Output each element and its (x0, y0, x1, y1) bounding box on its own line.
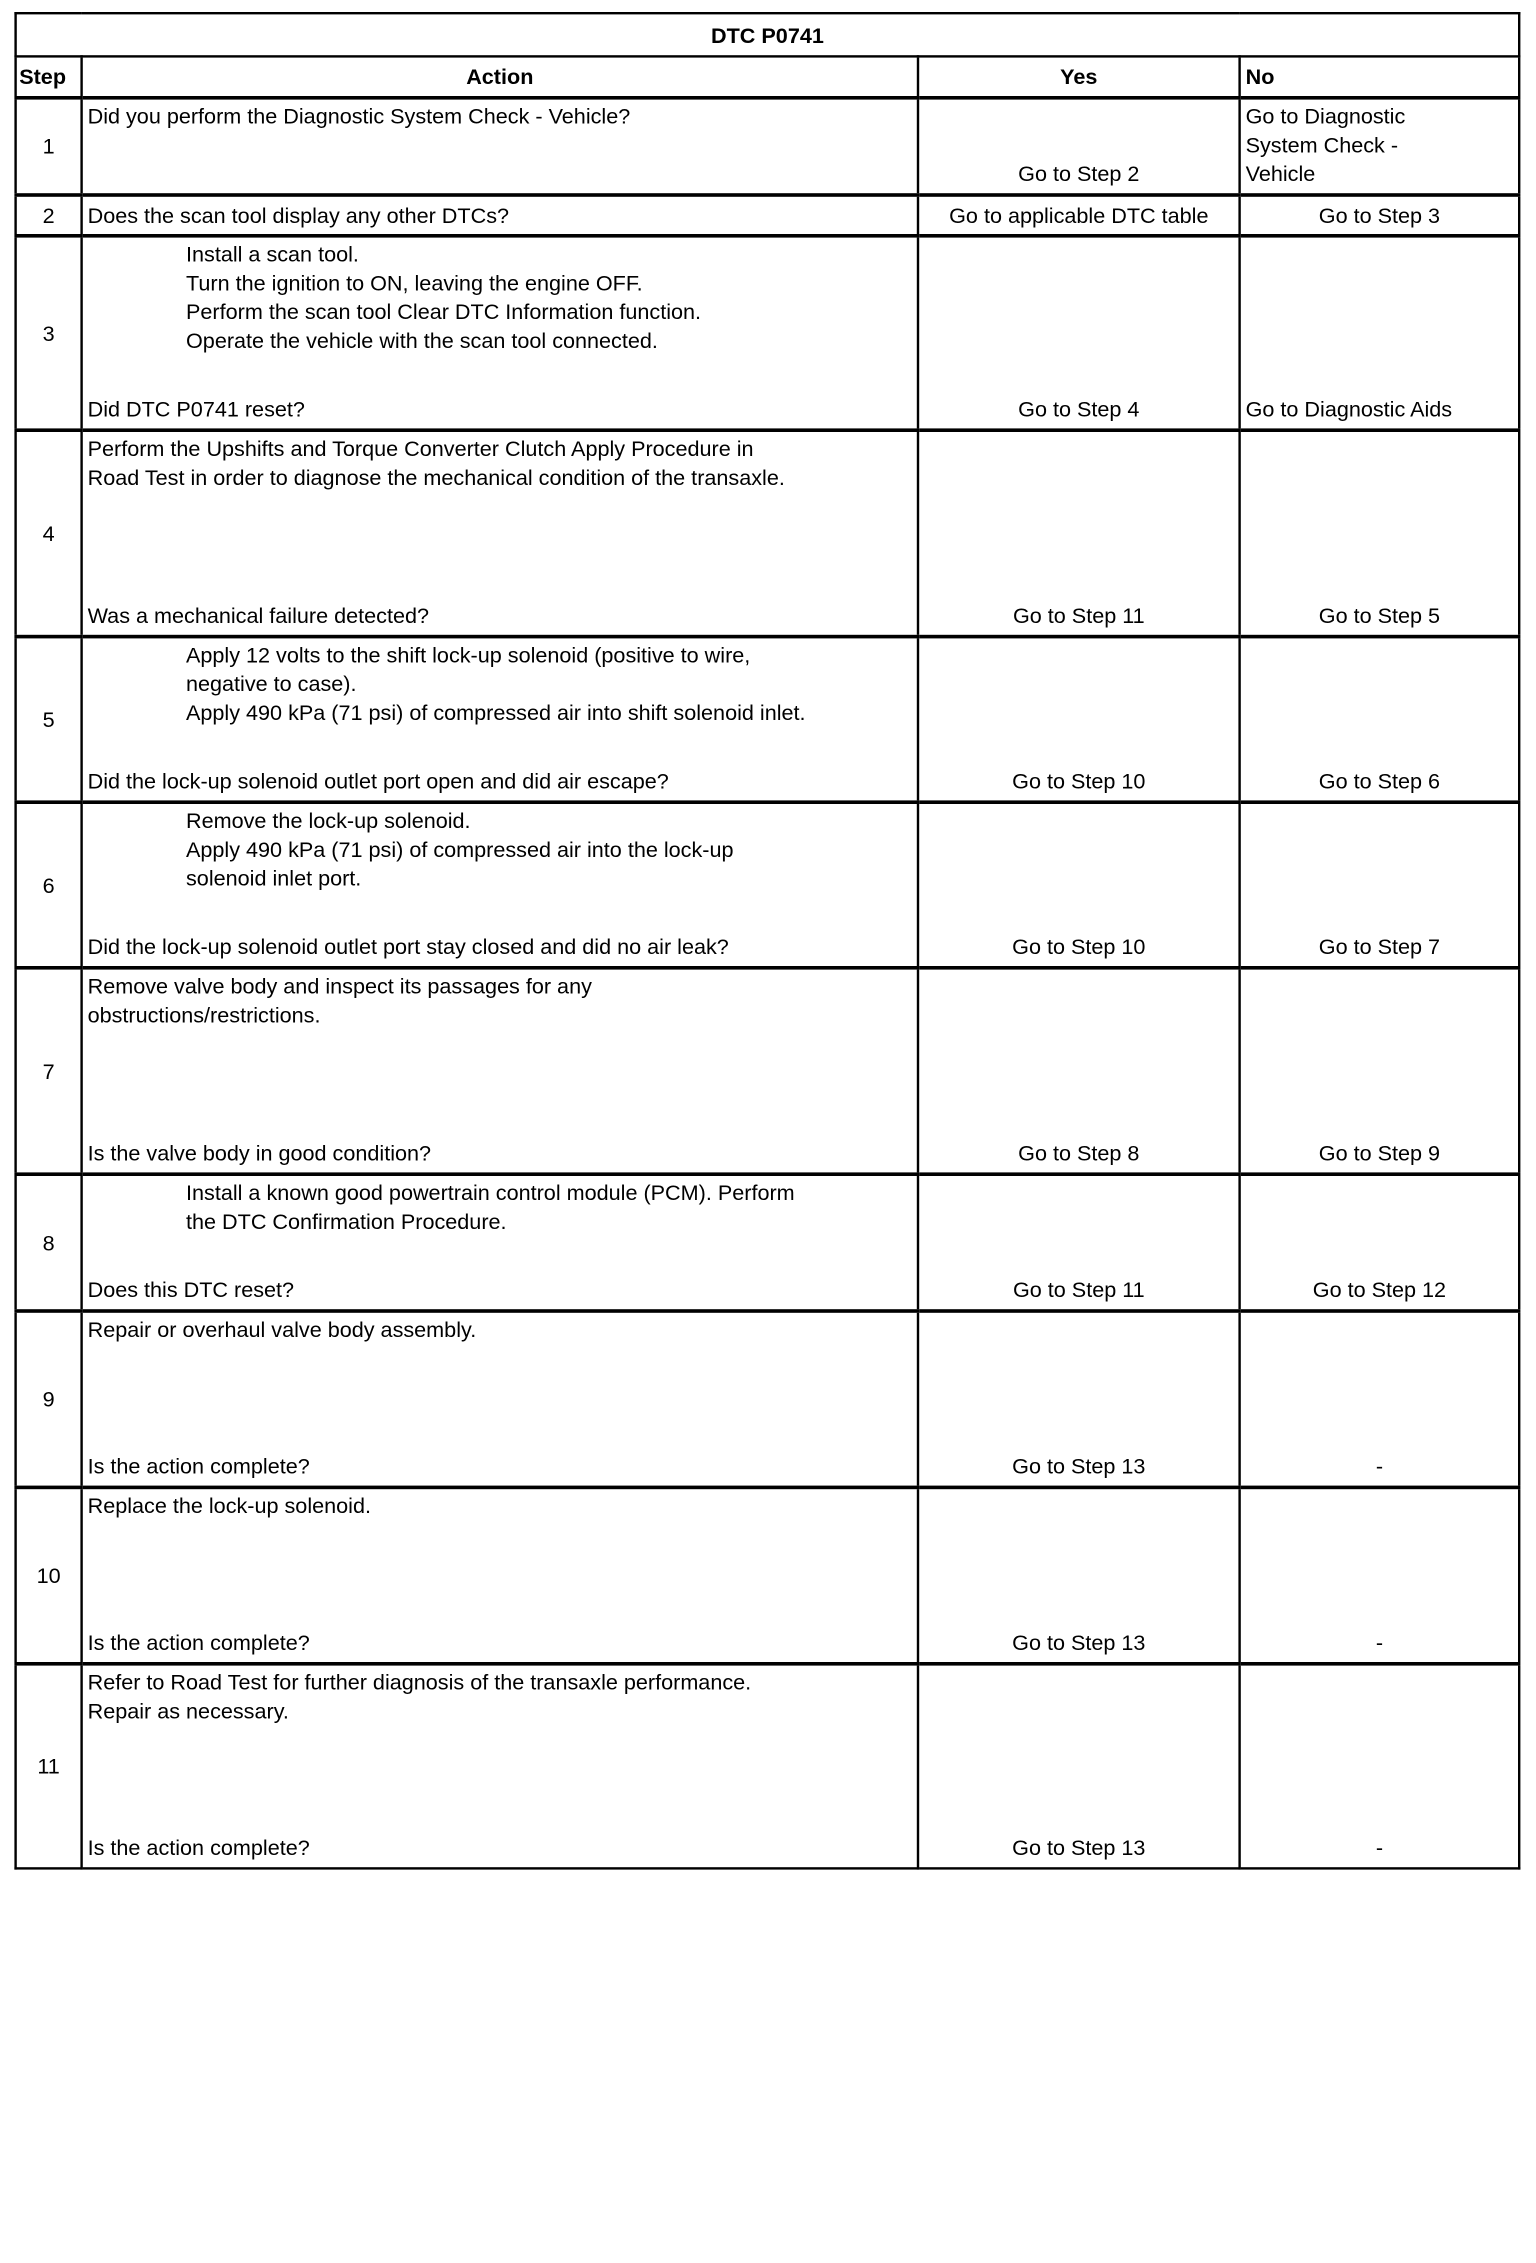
instruction-text: Perform the Upshifts and Torque Converter Clutch Apply Procedure in Road Test in order to diagnose the mechanical condition of the transaxle. (87, 436, 785, 490)
no-cell: - (1240, 1487, 1520, 1663)
instruction-line: Apply 490 kPa (71 psi) of compressed air into the lock-up solenoid inlet port. (186, 837, 734, 891)
question-text: Is the action complete? (87, 1630, 310, 1655)
instruction-text: Refer to Road Test for further diagnosis of the transaxle performance. Repair as necessary. (87, 1670, 752, 1724)
action-cell (82, 802, 918, 968)
instruction-line: Install a scan tool. (186, 242, 359, 267)
yes-cell: Go to Step 2 (918, 98, 1240, 195)
instruction-line: Turn the ignition to ON, leaving the engine OFF. (186, 271, 643, 296)
diagnostic-table (14, 12, 1520, 1869)
no-cell: Go to Step 3 (1240, 195, 1520, 236)
yes-cell: Go to Step 13 (918, 1311, 1240, 1487)
table-row (16, 98, 1520, 195)
step-number: 11 (16, 1664, 82, 1868)
table-row (16, 1311, 1520, 1487)
table-row (16, 1664, 1520, 1868)
yes-cell: Go to Step 10 (918, 802, 1240, 968)
action-cell (82, 1174, 918, 1311)
question-text: Did DTC P0741 reset? (87, 397, 305, 422)
table-row (16, 1174, 1520, 1311)
instruction-text: Remove valve body and inspect its passages for any obstructions/restrictions. (87, 974, 592, 1028)
step-number: 1 (16, 98, 82, 195)
question-text: Did the lock-up solenoid outlet port stay closed and did no air leak? (87, 934, 729, 959)
no-cell: Go to Diagnostic System Check - Vehicle (1240, 98, 1520, 195)
action-cell (82, 1664, 918, 1868)
no-cell: Go to Diagnostic Aids (1240, 236, 1520, 430)
instruction-text: Replace the lock-up solenoid. (87, 1494, 371, 1518)
yes-cell: Go to Step 8 (918, 968, 1240, 1174)
question-text: Does the scan tool display any other DTCs? (82, 195, 918, 236)
question-text: Is the action complete? (87, 1835, 310, 1860)
header-no: No (1240, 56, 1520, 97)
yes-cell: Go to Step 4 (918, 236, 1240, 430)
action-cell (82, 430, 918, 636)
yes-cell: Go to Step 13 (918, 1487, 1240, 1663)
table-row (16, 637, 1520, 803)
step-number: 7 (16, 968, 82, 1174)
no-cell: Go to Step 12 (1240, 1174, 1520, 1311)
action-cell (82, 968, 918, 1174)
question-text: Did you perform the Diagnostic System Check - Vehicle? (87, 104, 631, 129)
question-text: Is the action complete? (87, 1454, 310, 1479)
instruction-text: Repair or overhaul valve body assembly. (87, 1317, 477, 1342)
no-cell: Go to Step 5 (1240, 430, 1520, 636)
action-cell (82, 98, 918, 195)
question-text: Is the valve body in good condition? (87, 1141, 432, 1166)
header-row (16, 56, 1520, 97)
step-number: 4 (16, 430, 82, 636)
instruction-line: Operate the vehicle with the scan tool connected. (186, 328, 658, 353)
table-row (16, 236, 1520, 430)
question-text: Does this DTC reset? (87, 1278, 295, 1302)
no-cell: - (1240, 1311, 1520, 1487)
table-title: DTC P0741 (16, 13, 1520, 56)
action-cell (82, 637, 918, 803)
step-number: 9 (16, 1311, 82, 1487)
table-row (16, 430, 1520, 636)
no-cell: Go to Step 9 (1240, 968, 1520, 1174)
action-cell (82, 1311, 918, 1487)
no-cell: Go to Step 7 (1240, 802, 1520, 968)
yes-cell: Go to Step 10 (918, 637, 1240, 803)
table-row (16, 1487, 1520, 1663)
question-text: Was a mechanical failure detected? (87, 603, 429, 628)
no-cell: Go to Step 6 (1240, 637, 1520, 803)
table-row (16, 968, 1520, 1174)
header-yes: Yes (918, 56, 1240, 97)
no-cell: - (1240, 1664, 1520, 1868)
yes-cell: Go to Step 13 (918, 1664, 1240, 1868)
instruction-line: Install a known good powertrain control module (PCM). Perform the DTC Confirmation Procedure. (186, 1180, 795, 1234)
header-step: Step (16, 56, 82, 97)
step-number: 2 (16, 195, 82, 236)
instruction-line: Remove the lock-up solenoid. (186, 808, 471, 833)
instruction-line: Apply 12 volts to the shift lock-up solenoid (positive to wire, negative to case). (186, 643, 751, 696)
header-action: Action (82, 56, 918, 97)
step-number: 6 (16, 802, 82, 968)
instruction-line: Apply 490 kPa (71 psi) of compressed air into shift solenoid inlet. (186, 700, 806, 725)
yes-cell: Go to Step 11 (918, 1174, 1240, 1311)
question-text: Did the lock-up solenoid outlet port open and did air escape? (87, 769, 669, 794)
table-row (16, 195, 1520, 236)
action-cell (82, 1487, 918, 1663)
step-number: 5 (16, 637, 82, 803)
step-number: 3 (16, 236, 82, 430)
table-row (16, 802, 1520, 968)
step-number: 8 (16, 1174, 82, 1311)
yes-cell: Go to Step 11 (918, 430, 1240, 636)
instruction-line: Perform the scan tool Clear DTC Information function. (186, 300, 702, 324)
step-number: 10 (16, 1487, 82, 1663)
action-cell (82, 236, 918, 430)
yes-cell: Go to applicable DTC table (918, 195, 1240, 236)
